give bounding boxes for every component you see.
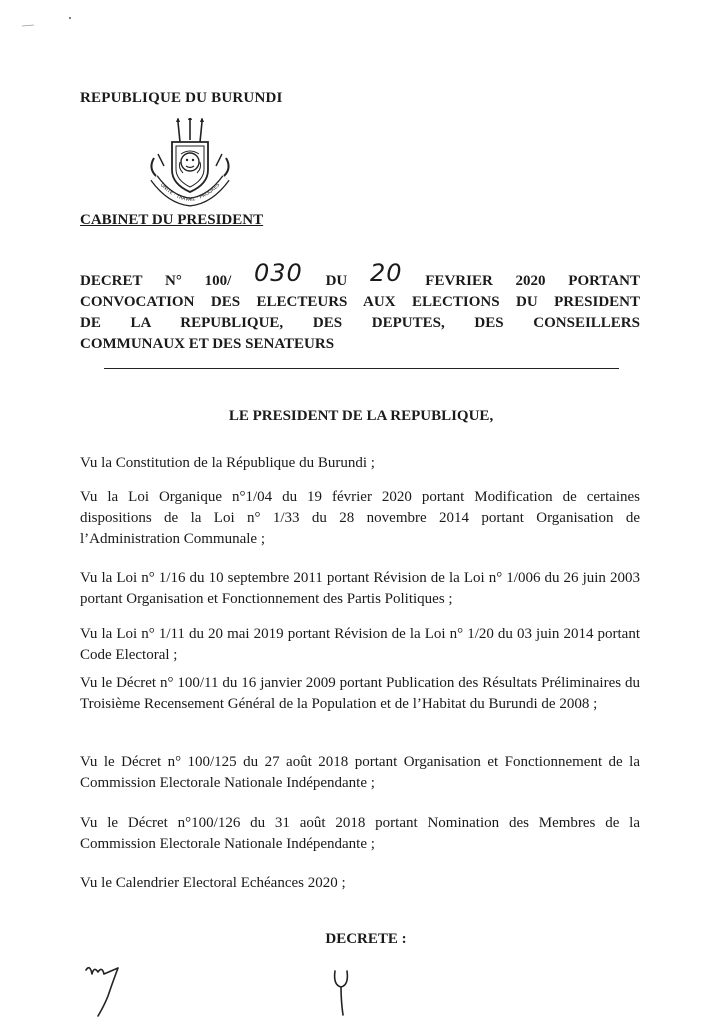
decrete-heading: DECRETE : — [325, 931, 407, 947]
handwritten-paraphe-signature — [325, 965, 365, 1020]
decree-day-handwritten: 20 — [369, 259, 403, 287]
decree-title-line-3: DE LA REPUBLIQUE, DES DEPUTES, DES CONSEILLERS — [80, 315, 640, 331]
handwritten-initials-signature — [80, 962, 140, 1022]
consideration-paragraph: Vu la Loi n° 1/11 du 20 mai 2019 portant Révision de la Loi n° 1/20 du 03 juin 2014 portant Code Electoral ; — [80, 626, 640, 663]
decree-title — [80, 259, 640, 355]
consideration-paragraph: Vu la Loi n° 1/16 du 10 septembre 2011 portant Révision de la Loi n° 1/006 du 26 juin 2003 portant Organisation et Fonctionnement des Partis Politiques ; — [80, 570, 640, 607]
decree-number-handwritten: 030 — [254, 259, 303, 287]
decree-du: DU — [325, 273, 348, 289]
consideration-paragraph: Vu le Calendrier Electoral Echéances 2020 ; — [80, 875, 346, 891]
decree-number-prefix: DECRET N° 100/ — [80, 273, 232, 289]
scan-artifact-mark — [20, 12, 80, 32]
republic-heading: REPUBLIQUE DU BURUNDI — [80, 90, 283, 106]
decree-title-line-4: COMMUNAUX ET DES SENATEURS — [80, 336, 335, 352]
decree-title-line-2: CONVOCATION DES ELECTEURS AUX ELECTIONS DU PRESIDENT — [80, 294, 640, 310]
consideration-paragraph: Vu la Constitution de la République du Burundi ; — [80, 455, 375, 471]
burundi-coat-of-arms-emblem — [140, 118, 240, 208]
consideration-paragraph: Vu la Loi Organique n°1/04 du 19 février 2020 portant Modification de certaines dispositions de la Loi n° 1/33 du 28 novembre 2014 portant Organisation de l’Administration Communale ; — [80, 489, 640, 547]
cabinet-heading: CABINET DU PRESIDENT — [80, 212, 264, 228]
consideration-paragraph: Vu le Décret n°100/126 du 31 août 2018 portant Nomination des Membres de la Commission Electorale Nationale Indépendante ; — [80, 815, 640, 852]
title-divider — [104, 368, 619, 369]
decree-title-line-1 — [80, 259, 640, 292]
president-heading: LE PRESIDENT DE LA REPUBLIQUE, — [228, 408, 494, 424]
consideration-paragraph: Vu le Décret n° 100/125 du 27 août 2018 portant Organisation et Fonctionnement de la Commission Electorale Nationale Indépendante ; — [80, 754, 640, 791]
consideration-paragraph: Vu le Décret n° 100/11 du 16 janvier 2009 portant Publication des Résultats Préliminaires du Troisième Recensement Général de la Population et de l’Habitat du Burundi de 2008 ; — [80, 675, 640, 712]
decree-date-rest: FEVRIER 2020 PORTANT — [425, 273, 640, 289]
emblem-motto: UNITE · TRAVAIL · PROGRES — [158, 182, 222, 204]
